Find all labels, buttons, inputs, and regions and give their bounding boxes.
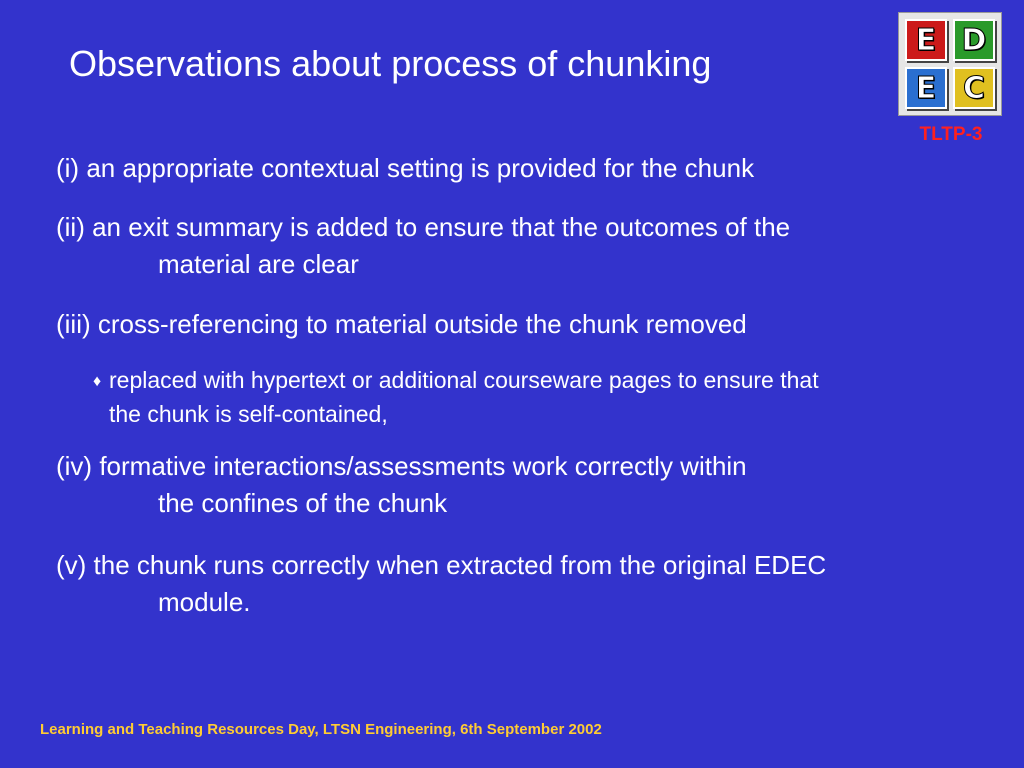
point-ii [56, 209, 790, 283]
point-text: (i) an appropriate contextual setting is provided for the chunk [56, 153, 755, 183]
logo-tile-e2: E [905, 67, 947, 109]
point-continuation: material are clear [158, 249, 359, 279]
point-text: (iii) cross-referencing to material outside the chunk removed [56, 309, 747, 339]
logo-caption: TLTP-3 [919, 124, 983, 145]
point-continuation: module. [158, 587, 251, 617]
logo-tile-d: D [953, 19, 995, 61]
point-v [56, 547, 826, 621]
point-i [56, 150, 754, 187]
edec-logo [898, 12, 1002, 116]
logo-tile-e: E [905, 19, 947, 61]
slide-title: Observations about process of chunking [69, 43, 712, 84]
point-text: (v) the chunk runs correctly when extracted from the original EDEC [56, 550, 827, 580]
logo-tile-c: C [953, 67, 995, 109]
sub-point [93, 364, 819, 431]
sub-point-continuation: the chunk is self-contained, [109, 401, 388, 427]
point-text: (iv) formative interactions/assessments work correctly within [56, 451, 747, 481]
footer-text: Learning and Teaching Resources Day, LTSN Engineering, 6th September 2002 [40, 721, 602, 738]
point-continuation: the confines of the chunk [158, 488, 448, 518]
point-iv [56, 448, 747, 522]
diamond-bullet-icon: ♦ [93, 373, 102, 390]
point-iii [56, 306, 747, 343]
point-text: (ii) an exit summary is added to ensure that the outcomes of the [56, 212, 791, 242]
sub-point-text: replaced with hypertext or additional courseware pages to ensure that [109, 367, 819, 393]
